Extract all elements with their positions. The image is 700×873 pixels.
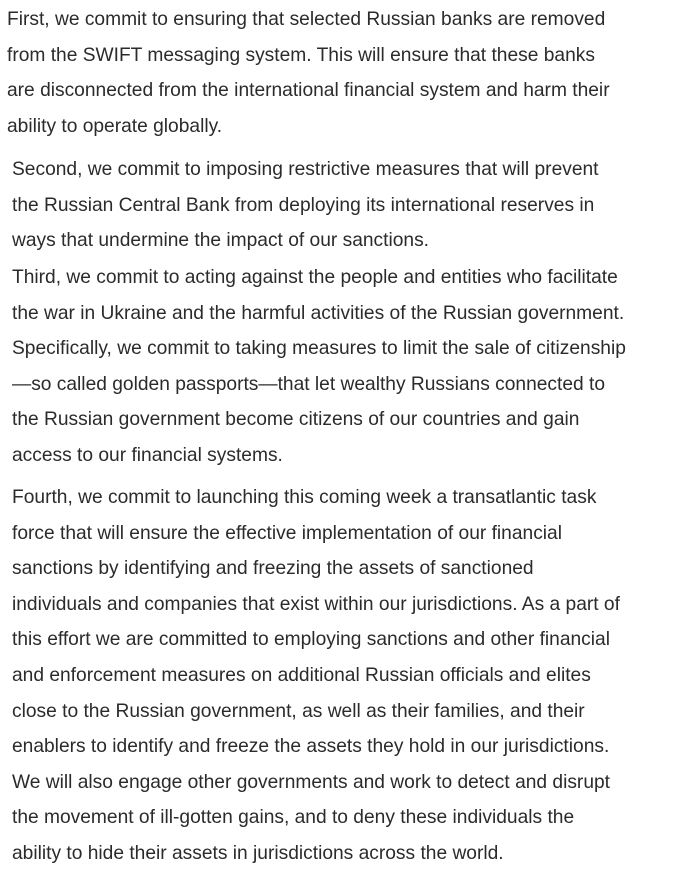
paragraph-golden-passports (12, 260, 626, 474)
text-line: the war in Ukraine and the harmful activities of the Russian government. (12, 302, 625, 324)
text-line: Fourth, we commit to launching this coming week a transatlantic task (12, 487, 597, 508)
text-line: and enforcement measures on additional Russian officials and elites (12, 664, 591, 686)
text-line: the Russian Central Bank from deploying its international reserves in (12, 194, 595, 216)
text-line: force that will ensure the effective implementation of our financial (12, 522, 562, 544)
text-line: individuals and companies that exist within our jurisdictions. As a part of (12, 593, 620, 615)
text-line: this effort we are committed to employing sanctions and other financial (12, 629, 610, 651)
text-line: are disconnected from the international financial system and harm their (7, 80, 610, 102)
text-line: sanctions by identifying and freezing the assets of sanctioned (12, 558, 534, 580)
text-line: access to our financial systems. (12, 444, 283, 466)
text-line: enablers to identify and freeze the assets they hold in our jurisdictions. (12, 736, 610, 758)
text-line: Specifically, we commit to taking measures to limit the sale of citizenship (12, 338, 626, 360)
text-line: close to the Russian government, as well as their families, and their (12, 700, 585, 722)
text-line: from the SWIFT messaging system. This will ensure that these banks (7, 44, 595, 66)
paragraph-central-bank (12, 152, 599, 259)
text-line: Second, we commit to imposing restrictive measures that will prevent (12, 159, 599, 180)
text-line: the movement of ill-gotten gains, and to deny these individuals the (12, 807, 575, 829)
text-line: We will also engage other governments and work to detect and disrupt (12, 771, 610, 793)
text-line: Third, we commit to acting against the people and entities who facilitate (12, 267, 618, 288)
text-line: ways that undermine the impact of our sanctions. (12, 230, 430, 252)
text-line: ability to operate globally. (7, 115, 223, 137)
text-line: ability to hide their assets in jurisdictions across the world. (12, 842, 504, 864)
text-line: First, we commit to ensuring that selected Russian banks are removed (7, 9, 606, 30)
text-line: —so called golden passports—that let wealthy Russians connected to (12, 373, 606, 395)
paragraph-task-force (12, 480, 620, 872)
text-line: the Russian government become citizens of our countries and gain (12, 409, 580, 431)
paragraph-swift (7, 2, 610, 144)
